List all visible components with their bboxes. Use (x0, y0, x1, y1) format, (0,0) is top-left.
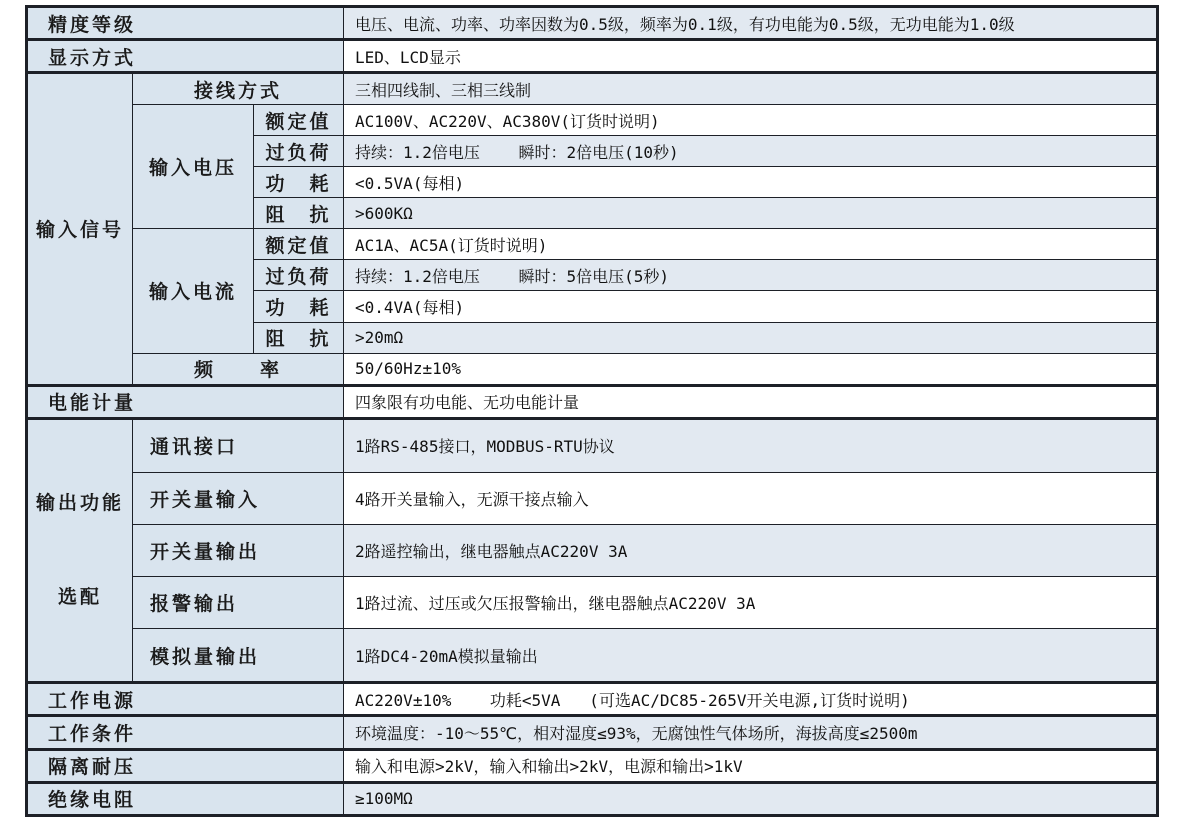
wiring-mode-label: 接线方式 (133, 73, 344, 105)
current-rated-label: 额定值 (254, 229, 344, 260)
row-analog-output (27, 629, 1158, 683)
comm-interface-value: 1路RS-485接口，MODBUS-RTU协议 (344, 418, 1158, 472)
current-rated-value: AC1A、AC5A(订货时说明) (344, 229, 1158, 260)
output-functions-label-line2: 选配 (57, 585, 102, 608)
wiring-mode-value: 三相四线制、三相三线制 (344, 73, 1158, 105)
output-functions-label-line1: 输出功能 (35, 491, 124, 514)
spec-table-container (25, 5, 1159, 817)
input-signal-group-label: 输入信号 (27, 73, 133, 385)
input-voltage-group-label: 输入电压 (133, 105, 254, 229)
digital-output-label: 开关量输出 (133, 524, 344, 576)
alarm-output-value: 1路过流、过压或欠压报警输出，继电器触点AC220V 3A (344, 577, 1158, 629)
current-overload-label: 过负荷 (254, 260, 344, 291)
row-working-conditions (27, 716, 1158, 749)
insulation-resistance-value: ≥100MΩ (344, 782, 1158, 815)
row-voltage-rated (27, 105, 1158, 136)
row-alarm-output (27, 577, 1158, 629)
voltage-rated-label: 额定值 (254, 105, 344, 136)
row-insulation-resistance (27, 782, 1158, 815)
technical-spec-table (25, 5, 1159, 817)
input-current-group-label: 输入电流 (133, 229, 254, 353)
row-accuracy (27, 7, 1158, 40)
voltage-overload-label: 过负荷 (254, 136, 344, 167)
isolation-voltage-label: 隔离耐压 (27, 749, 344, 782)
output-functions-group-label (27, 418, 133, 683)
isolation-voltage-value: 输入和电源>2kV，输入和输出>2kV，电源和输出>1kV (344, 749, 1158, 782)
voltage-impedance-value: >600KΩ (344, 198, 1158, 229)
current-impedance-value: >20mΩ (344, 322, 1158, 353)
display-mode-value: LED、LCD显示 (344, 40, 1158, 73)
energy-metering-label: 电能计量 (27, 385, 344, 418)
digital-input-label: 开关量输入 (133, 472, 344, 524)
row-display-mode (27, 40, 1158, 73)
working-conditions-value: 环境温度：-10～55℃，相对湿度≤93%，无腐蚀性气体场所，海拔高度≤2500m (344, 716, 1158, 749)
row-comm-interface (27, 418, 1158, 472)
alarm-output-label: 报警输出 (133, 577, 344, 629)
frequency-label: 频 率 (133, 353, 344, 385)
working-conditions-label: 工作条件 (27, 716, 344, 749)
row-power-supply (27, 683, 1158, 716)
current-consumption-label: 功 耗 (254, 291, 344, 322)
row-isolation-voltage (27, 749, 1158, 782)
digital-input-value: 4路开关量输入，无源干接点输入 (344, 472, 1158, 524)
row-energy-metering (27, 385, 1158, 418)
voltage-consumption-value: <0.5VA(每相) (344, 167, 1158, 198)
analog-output-label: 模拟量输出 (133, 629, 344, 683)
comm-interface-label: 通讯接口 (133, 418, 344, 472)
voltage-overload-value: 持续：1.2倍电压 瞬时：2倍电压(10秒) (344, 136, 1158, 167)
digital-output-value: 2路遥控输出，继电器触点AC220V 3A (344, 524, 1158, 576)
current-consumption-value: <0.4VA(每相) (344, 291, 1158, 322)
frequency-value: 50/60Hz±10% (344, 353, 1158, 385)
voltage-consumption-label: 功 耗 (254, 167, 344, 198)
current-impedance-label: 阻 抗 (254, 322, 344, 353)
accuracy-value: 电压、电流、功率、功率因数为0.5级，频率为0.1级，有功电能为0.5级，无功电能为1.0级 (344, 7, 1158, 40)
insulation-resistance-label: 绝缘电阻 (27, 782, 344, 815)
power-supply-value: AC220V±10% 功耗<5VA (可选AC/DC85-265V开关电源,订货时说明) (344, 683, 1158, 716)
accuracy-label: 精度等级 (27, 7, 344, 40)
voltage-impedance-label: 阻 抗 (254, 198, 344, 229)
analog-output-value: 1路DC4-20mA模拟量输出 (344, 629, 1158, 683)
row-wiring-mode (27, 73, 1158, 105)
row-frequency (27, 353, 1158, 385)
row-current-rated (27, 229, 1158, 260)
power-supply-label: 工作电源 (27, 683, 344, 716)
row-digital-input (27, 472, 1158, 524)
row-digital-output (27, 524, 1158, 576)
display-mode-label: 显示方式 (27, 40, 344, 73)
current-overload-value: 持续：1.2倍电压 瞬时：5倍电压(5秒) (344, 260, 1158, 291)
energy-metering-value: 四象限有功电能、无功电能计量 (344, 385, 1158, 418)
voltage-rated-value: AC100V、AC220V、AC380V(订货时说明) (344, 105, 1158, 136)
